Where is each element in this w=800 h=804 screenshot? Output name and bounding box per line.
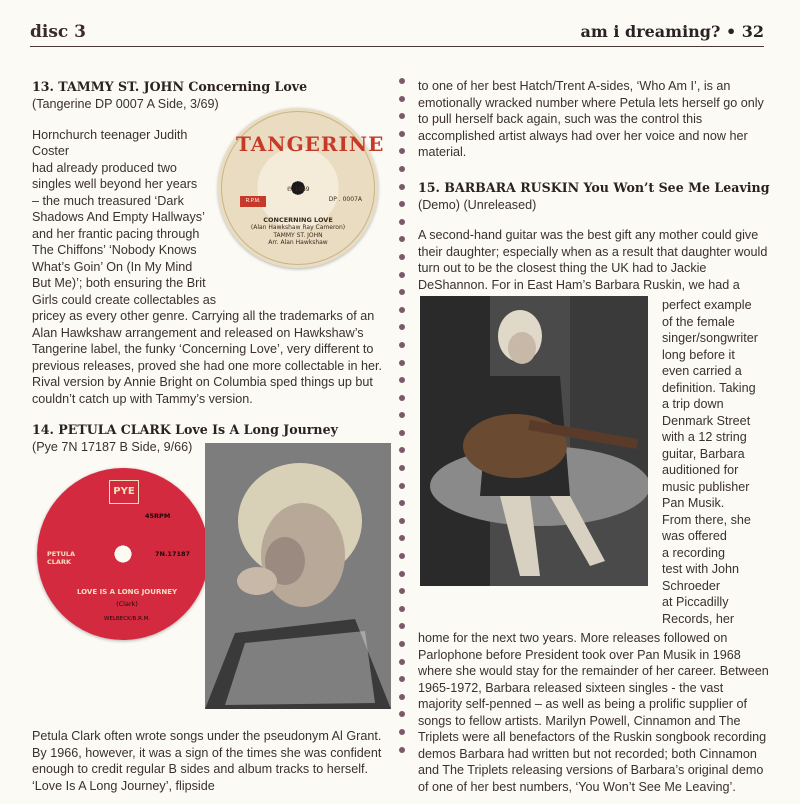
divider-dot <box>399 254 405 260</box>
divider-dot <box>399 588 405 594</box>
text-line: music publisher <box>662 479 750 494</box>
text-line: Schroeder <box>662 578 721 593</box>
divider-dot <box>399 395 405 401</box>
divider-dot <box>399 184 405 190</box>
divider-dot <box>399 676 405 682</box>
divider-dot <box>399 219 405 225</box>
record-writer: (Clark) <box>116 600 138 608</box>
text-line: But Me)’; both ensuring the Brit <box>32 276 206 290</box>
text-line: a trip down <box>662 397 724 411</box>
section-13-body: pricey as every other genre. Carrying all the trademarks of an Alan Hawkshaw arrangement and released on Hawkshaw’s Tangerine label, the funky ‘Concerning Love’, very different to previous releases, proved she had one more collectable in her. Rival version by Annie Bright on Columbia sped things up but couldn’t catch up with Tammy’s version. <box>32 309 383 406</box>
record-artist: PETULA CLARK <box>47 550 76 566</box>
text-line: was offered <box>662 529 727 543</box>
text-line: auditioned for <box>662 463 739 477</box>
text-line: Records, her <box>662 611 735 626</box>
text-line: guitar, Barbara <box>662 446 745 461</box>
text-line: long before it <box>662 347 735 362</box>
divider-dot <box>399 465 405 471</box>
divider-dot <box>399 342 405 348</box>
right-column <box>418 78 770 293</box>
section-15-rest-block <box>418 630 770 795</box>
divider-dot <box>399 113 405 119</box>
text-line: even carried a <box>662 364 742 378</box>
divider-dot <box>399 412 405 418</box>
divider-dot <box>399 571 405 577</box>
text-line: definition. Taking <box>662 380 756 395</box>
section-14-body: Petula Clark often wrote songs under the pseudonym Al Grant. By 1966, however, it was a sign of the times she was confident enough to credit regular B sides and album tracks to herself. ‘Love Is A Long Journey’, flipside <box>32 729 382 793</box>
divider-dot <box>399 729 405 735</box>
divider-dot <box>399 553 405 559</box>
column-divider-dots <box>399 78 407 764</box>
divider-dot <box>399 500 405 506</box>
page-header <box>0 0 800 48</box>
barbara-illustration <box>420 296 648 586</box>
header-rule <box>30 46 764 47</box>
tangerine-logo: TANGERINE <box>236 132 385 156</box>
text-line: Pan Musik. <box>662 496 725 510</box>
record-catalog: DP . 0007A <box>328 196 362 203</box>
section-15-body: home for the next two years. More releases followed on Parlophone before President took over Pan Musik in 1968 where she would stay for the remainder of her career. Between 1965-1972, Barbara released sixteen singles - the vast majority self-penned – as well as being a prolific supplier of songs to fellow artists. Marilyn Powell, Cinnamon and The Triplets were all benefactors of the Ruskin songbook recording demos Barbara had written but not recorded; both Cinnamon and The Triplets releasing versions of Barbara’s original demo of one of her best numbers, ‘You Won’t See Me Leaving’. <box>418 631 769 794</box>
text-line: singer/songwriter <box>662 331 758 345</box>
record-publisher: WELBECK/B.R.M. <box>104 616 150 622</box>
pye-logo: PYE <box>109 480 139 504</box>
divider-dot <box>399 659 405 665</box>
divider-dot <box>399 623 405 629</box>
section-14-heading: 14. PETULA CLARK Love Is A Long Journey <box>32 422 338 437</box>
text-line: Shadows And Empty Hallways’ <box>32 210 205 224</box>
text-line: perfect example <box>662 298 752 312</box>
petula-clark-photo <box>205 443 391 709</box>
divider-dot <box>399 166 405 172</box>
section-14-continuation: to one of her best Hatch/Trent A-sides, ‘Who Am I’, is an emotionally wracked number where Petula lets herself go only to pull herself back again, such was the control this accomplished artist always had over her voice and now her material. <box>418 79 764 159</box>
disc-label: disc 3 <box>30 22 87 42</box>
text-line: From there, she <box>662 512 751 527</box>
divider-dot <box>399 641 405 647</box>
text-line: of the female <box>662 314 735 329</box>
text-line: What’s Goin’ On (In My Mind <box>32 259 193 274</box>
divider-dot <box>399 307 405 313</box>
divider-dot <box>399 78 405 84</box>
record-song-title: CONCERNING LOVE <box>263 216 333 224</box>
section-13-release: (Tangerine DP 0007 A Side, 3/69) <box>32 97 219 111</box>
text-line: Girls could create collectables as <box>32 292 217 307</box>
text-line: – the much treasured ‘Dark <box>32 193 184 208</box>
text-line: test with John <box>662 562 740 576</box>
divider-dot <box>399 324 405 330</box>
text-line: had already produced two <box>32 160 177 175</box>
section-15-release: (Demo) (Unreleased) <box>418 197 537 212</box>
divider-dot <box>399 447 405 453</box>
divider-dot <box>399 377 405 383</box>
section-14-release: (Pye 7N 17187 B Side, 9/66) <box>32 440 193 454</box>
text-line: a recording <box>662 545 726 560</box>
text-line: and her frantic pacing through <box>32 226 200 241</box>
section-15-wrapped-text <box>662 297 782 627</box>
divider-dot <box>399 606 405 612</box>
section-13-wrapped-text <box>32 127 222 309</box>
record-artist: TAMMY ST. JOHN <box>273 232 323 239</box>
record-arranger: Arr. Alan Hawkshaw <box>268 239 328 246</box>
text-line: Denmark Street <box>662 413 751 428</box>
divider-dot <box>399 430 405 436</box>
divider-dot <box>399 289 405 295</box>
barbara-ruskin-photo <box>420 296 648 586</box>
text-line: singles well beyond her years <box>32 177 198 191</box>
divider-dot <box>399 483 405 489</box>
divider-dot <box>399 236 405 242</box>
divider-dot <box>399 747 405 753</box>
record-rpm: 45RPM <box>145 512 171 520</box>
section-15-intro: A second-hand guitar was the best gift any mother could give their daughter; especially when as a result that daughter would turn out to be the closest thing the UK had to Jackie DeShannon. For in East Ham’s Barbara Ruskin, we had a <box>418 228 768 292</box>
divider-dot <box>399 272 405 278</box>
record-writers: (Alan Hawkshaw Ray Cameron) <box>250 224 346 231</box>
section-14-body-block <box>32 728 392 794</box>
text-line: Hornchurch teenager Judith Coster <box>32 127 188 158</box>
section-13-heading: 13. TAMMY ST. JOHN Concerning Love <box>32 79 308 94</box>
pye-record-label <box>37 468 209 640</box>
petula-illustration <box>205 443 391 709</box>
page-title: am i dreaming? • 32 <box>580 22 764 41</box>
record-catalog: 7N.17187 <box>155 550 191 558</box>
divider-dot <box>399 711 405 717</box>
divider-dot <box>399 201 405 207</box>
record-song-title: LOVE IS A LONG JOURNEY <box>76 588 178 596</box>
divider-dot <box>399 131 405 137</box>
text-line: at Piccadilly <box>662 595 729 609</box>
text-line: The Chiffons’ ‘Nobody Knows <box>32 243 197 257</box>
divider-dot <box>399 694 405 700</box>
divider-dot <box>399 148 405 154</box>
divider-dot <box>399 96 405 102</box>
rpm-box: R.P.M. <box>240 196 266 207</box>
record-year-text: ℗ 1969 <box>286 186 310 193</box>
divider-dot <box>399 518 405 524</box>
section-15-heading: 15. BARBARA RUSKIN You Won’t See Me Leaving <box>418 179 770 195</box>
text-line: with a 12 string <box>662 430 747 444</box>
record-year <box>218 186 378 193</box>
tangerine-record-label <box>218 108 385 268</box>
divider-dot <box>399 360 405 366</box>
divider-dot <box>399 535 405 541</box>
